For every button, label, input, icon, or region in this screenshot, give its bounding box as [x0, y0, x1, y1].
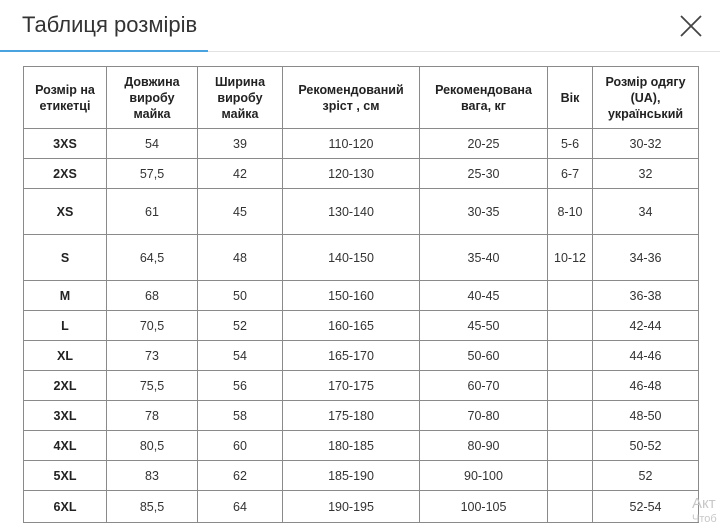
cell-size-label: 4XL — [24, 431, 107, 461]
cell-ua-size: 30-32 — [593, 129, 699, 159]
table-row — [24, 491, 699, 523]
table-row — [24, 401, 699, 431]
header-size-label: Розмір на етикетці — [24, 67, 107, 129]
cell-size-label: M — [24, 281, 107, 311]
activation-watermark — [692, 495, 720, 526]
cell-age — [548, 461, 593, 491]
table-header-row — [24, 67, 699, 129]
cell-size-label: L — [24, 311, 107, 341]
cell-ua-size: 50-52 — [593, 431, 699, 461]
cell-height: 120-130 — [283, 159, 420, 189]
cell-age — [548, 341, 593, 371]
cell-size-label: XS — [24, 189, 107, 235]
cell-age — [548, 431, 593, 461]
cell-weight: 100-105 — [420, 491, 548, 523]
cell-width: 64 — [198, 491, 283, 523]
cell-size-label: 5XL — [24, 461, 107, 491]
cell-weight: 25-30 — [420, 159, 548, 189]
table-row — [24, 311, 699, 341]
cell-width: 56 — [198, 371, 283, 401]
cell-length: 64,5 — [107, 235, 198, 281]
cell-age: 5-6 — [548, 129, 593, 159]
cell-width: 45 — [198, 189, 283, 235]
cell-width: 60 — [198, 431, 283, 461]
cell-height: 130-140 — [283, 189, 420, 235]
cell-age: 6-7 — [548, 159, 593, 189]
cell-age: 8-10 — [548, 189, 593, 235]
cell-width: 39 — [198, 129, 283, 159]
cell-height: 150-160 — [283, 281, 420, 311]
cell-length: 85,5 — [107, 491, 198, 523]
watermark-line-1: Акт — [692, 495, 716, 512]
modal-header — [0, 0, 720, 52]
cell-width: 52 — [198, 311, 283, 341]
cell-ua-size: 46-48 — [593, 371, 699, 401]
cell-ua-size: 48-50 — [593, 401, 699, 431]
cell-ua-size: 44-46 — [593, 341, 699, 371]
cell-size-label: XL — [24, 341, 107, 371]
modal-title: Таблиця розмірів — [22, 12, 198, 37]
cell-width: 50 — [198, 281, 283, 311]
cell-weight: 60-70 — [420, 371, 548, 401]
table-row — [24, 129, 699, 159]
cell-age — [548, 371, 593, 401]
cell-length: 61 — [107, 189, 198, 235]
table-row — [24, 461, 699, 491]
cell-size-label: 6XL — [24, 491, 107, 523]
table-row — [24, 371, 699, 401]
cell-ua-size: 32 — [593, 159, 699, 189]
cell-ua-size: 36-38 — [593, 281, 699, 311]
cell-size-label: 2XL — [24, 371, 107, 401]
title-underline — [0, 50, 208, 52]
cell-ua-size: 52-54 — [593, 491, 699, 523]
header-length: Довжина виробу майка — [107, 67, 198, 129]
cell-age — [548, 491, 593, 523]
cell-weight: 40-45 — [420, 281, 548, 311]
cell-length: 80,5 — [107, 431, 198, 461]
cell-ua-size: 34-36 — [593, 235, 699, 281]
table-row — [24, 189, 699, 235]
cell-width: 48 — [198, 235, 283, 281]
cell-weight: 45-50 — [420, 311, 548, 341]
cell-ua-size: 52 — [593, 461, 699, 491]
cell-size-label: 3XS — [24, 129, 107, 159]
cell-length: 70,5 — [107, 311, 198, 341]
header-weight: Рекомендована вага, кг — [420, 67, 548, 129]
cell-age — [548, 401, 593, 431]
cell-height: 110-120 — [283, 129, 420, 159]
cell-age: 10-12 — [548, 235, 593, 281]
cell-weight: 20-25 — [420, 129, 548, 159]
cell-length: 83 — [107, 461, 198, 491]
cell-weight: 35-40 — [420, 235, 548, 281]
cell-ua-size: 42-44 — [593, 311, 699, 341]
cell-height: 175-180 — [283, 401, 420, 431]
cell-height: 160-165 — [283, 311, 420, 341]
size-table — [23, 66, 699, 523]
header-width: Ширина виробу майка — [198, 67, 283, 129]
cell-length: 78 — [107, 401, 198, 431]
cell-height: 170-175 — [283, 371, 420, 401]
cell-weight: 90-100 — [420, 461, 548, 491]
cell-length: 57,5 — [107, 159, 198, 189]
cell-age — [548, 281, 593, 311]
cell-length: 73 — [107, 341, 198, 371]
cell-width: 62 — [198, 461, 283, 491]
cell-size-label: 2XS — [24, 159, 107, 189]
cell-length: 54 — [107, 129, 198, 159]
table-row — [24, 235, 699, 281]
cell-length: 75,5 — [107, 371, 198, 401]
cell-width: 42 — [198, 159, 283, 189]
close-icon[interactable] — [678, 13, 704, 39]
table-row — [24, 159, 699, 189]
header-height: Рекомендований зріст , см — [283, 67, 420, 129]
cell-weight: 80-90 — [420, 431, 548, 461]
cell-size-label: S — [24, 235, 107, 281]
table-row — [24, 281, 699, 311]
cell-length: 68 — [107, 281, 198, 311]
cell-width: 58 — [198, 401, 283, 431]
cell-height: 165-170 — [283, 341, 420, 371]
cell-height: 185-190 — [283, 461, 420, 491]
cell-weight: 30-35 — [420, 189, 548, 235]
cell-age — [548, 311, 593, 341]
cell-height: 190-195 — [283, 491, 420, 523]
header-age: Вік — [548, 67, 593, 129]
cell-weight: 50-60 — [420, 341, 548, 371]
table-row — [24, 431, 699, 461]
header-ua-size: Розмір одягу (UA), український — [593, 67, 699, 129]
cell-ua-size: 34 — [593, 189, 699, 235]
table-row — [24, 341, 699, 371]
cell-height: 180-185 — [283, 431, 420, 461]
cell-size-label: 3XL — [24, 401, 107, 431]
close-button[interactable] — [678, 13, 704, 39]
cell-height: 140-150 — [283, 235, 420, 281]
cell-weight: 70-80 — [420, 401, 548, 431]
cell-width: 54 — [198, 341, 283, 371]
watermark-line-2: Чтоб — [692, 513, 717, 525]
